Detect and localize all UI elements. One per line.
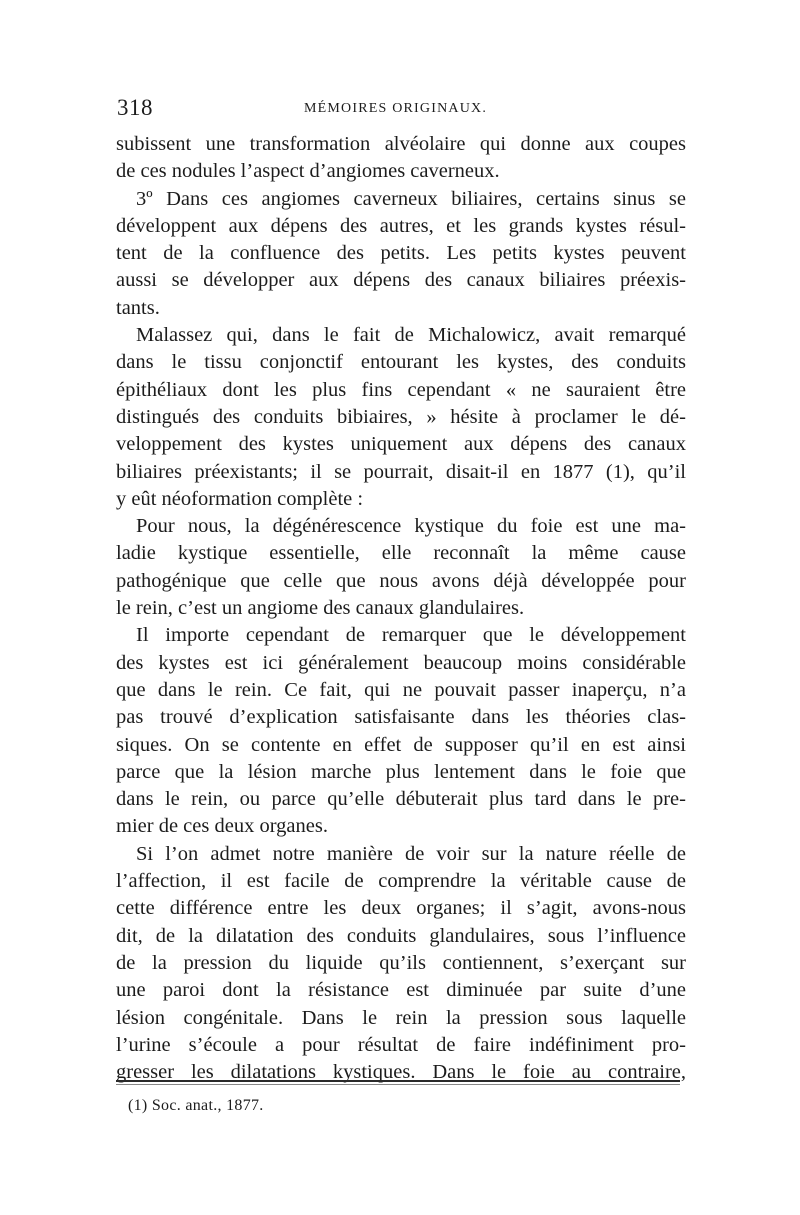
text-line: biliaires préexistants; il se pourrait, disait-il en 1877 (1), qu’il	[116, 460, 686, 483]
text-line: pathogénique que celle que nous avons déjà développée pour	[116, 569, 686, 592]
text-line: développent aux dépens des autres, et les grands kystes résul-	[116, 214, 686, 237]
text-line: Il importe cependant de remarquer que le développement	[136, 624, 686, 647]
page-number: 318	[117, 95, 153, 120]
text-line: distingués des conduits bibiaires, » hésite à proclamer le dé-	[116, 405, 686, 428]
text-line: parce que la lésion marche plus lentement dans le foie que	[116, 760, 686, 783]
text-line: des kystes est ici généralement beaucoup moins considérable	[116, 651, 686, 674]
text-line: ladie kystique essentielle, elle reconnaît la même cause	[116, 542, 686, 565]
text-line: de ces nodules l’aspect d’angiomes caverneux.	[116, 160, 500, 183]
header-title: MÉMOIRES ORIGINAUX.	[304, 101, 488, 116]
text-line: pas trouvé d’explication satisfaisante dans les théories clas-	[116, 706, 686, 729]
text-line: tent de la confluence des petits. Les petits kystes peuvent	[116, 242, 686, 265]
text-line: Malassez qui, dans le fait de Michalowicz, avait remarqué	[136, 324, 686, 347]
text-line: épithéliaux dont les plus fins cependant « ne sauraient être	[116, 378, 686, 401]
text-line: veloppement des kystes uniquement aux dépens des canaux	[116, 433, 686, 456]
text-line: lésion congénitale. Dans le rein la pression sous laquelle	[116, 1006, 686, 1029]
text-line: gresser les dilatations kystiques. Dans le foie au contraire,	[116, 1061, 686, 1084]
text-line: de la pression du liquide qu’ils contiennent, s’exerçant sur	[116, 951, 686, 974]
text-line: tants.	[116, 296, 160, 319]
text-line: le rein, c’est un angiome des canaux glandulaires.	[116, 597, 525, 620]
footnote-rule	[116, 1080, 680, 1082]
text-line: l’urine s’écoule a pour résultat de faire indéfiniment pro-	[116, 1033, 686, 1056]
text-line: aussi se développer aux dépens des canaux biliaires préexis-	[116, 269, 686, 292]
text-line: mier de ces deux organes.	[116, 815, 328, 838]
text-line: siques. On se contente en effet de supposer qu’il en est ainsi	[116, 733, 686, 756]
footnote: (1) Soc. anat., 1877.	[128, 1097, 264, 1114]
text-line: Pour nous, la dégénérescence kystique du foie est une ma-	[136, 515, 686, 538]
footnote-rule-thin	[116, 1084, 680, 1085]
body-text	[116, 131, 686, 1086]
text-line: dans le rein, ou parce qu’elle débuterait plus tard dans le pre-	[116, 788, 686, 811]
text-line: que dans le rein. Ce fait, qui ne pouvait passer inaperçu, n’a	[116, 678, 686, 701]
text-line: l’affection, il est facile de comprendre la véritable cause de	[116, 870, 686, 893]
text-line: Si l’on admet notre manière de voir sur la nature réelle de	[136, 842, 686, 865]
text-line: subissent une transformation alvéolaire qui donne aux coupes	[116, 133, 686, 155]
text-line: 3º Dans ces angiomes caverneux biliaires, certains sinus se	[136, 187, 686, 210]
text-line: cette différence entre les deux organes; il s’agit, avons-nous	[116, 897, 686, 920]
text-line: y eût néoformation complète :	[116, 487, 364, 510]
text-line: dit, de la dilatation des conduits glandulaires, sous l’influence	[116, 924, 686, 947]
running-head	[117, 95, 697, 125]
text-line: dans le tissu conjonctif entourant les kystes, des conduits	[116, 351, 686, 374]
text-line: une paroi dont la résistance est diminuée par suite d’une	[116, 979, 686, 1002]
